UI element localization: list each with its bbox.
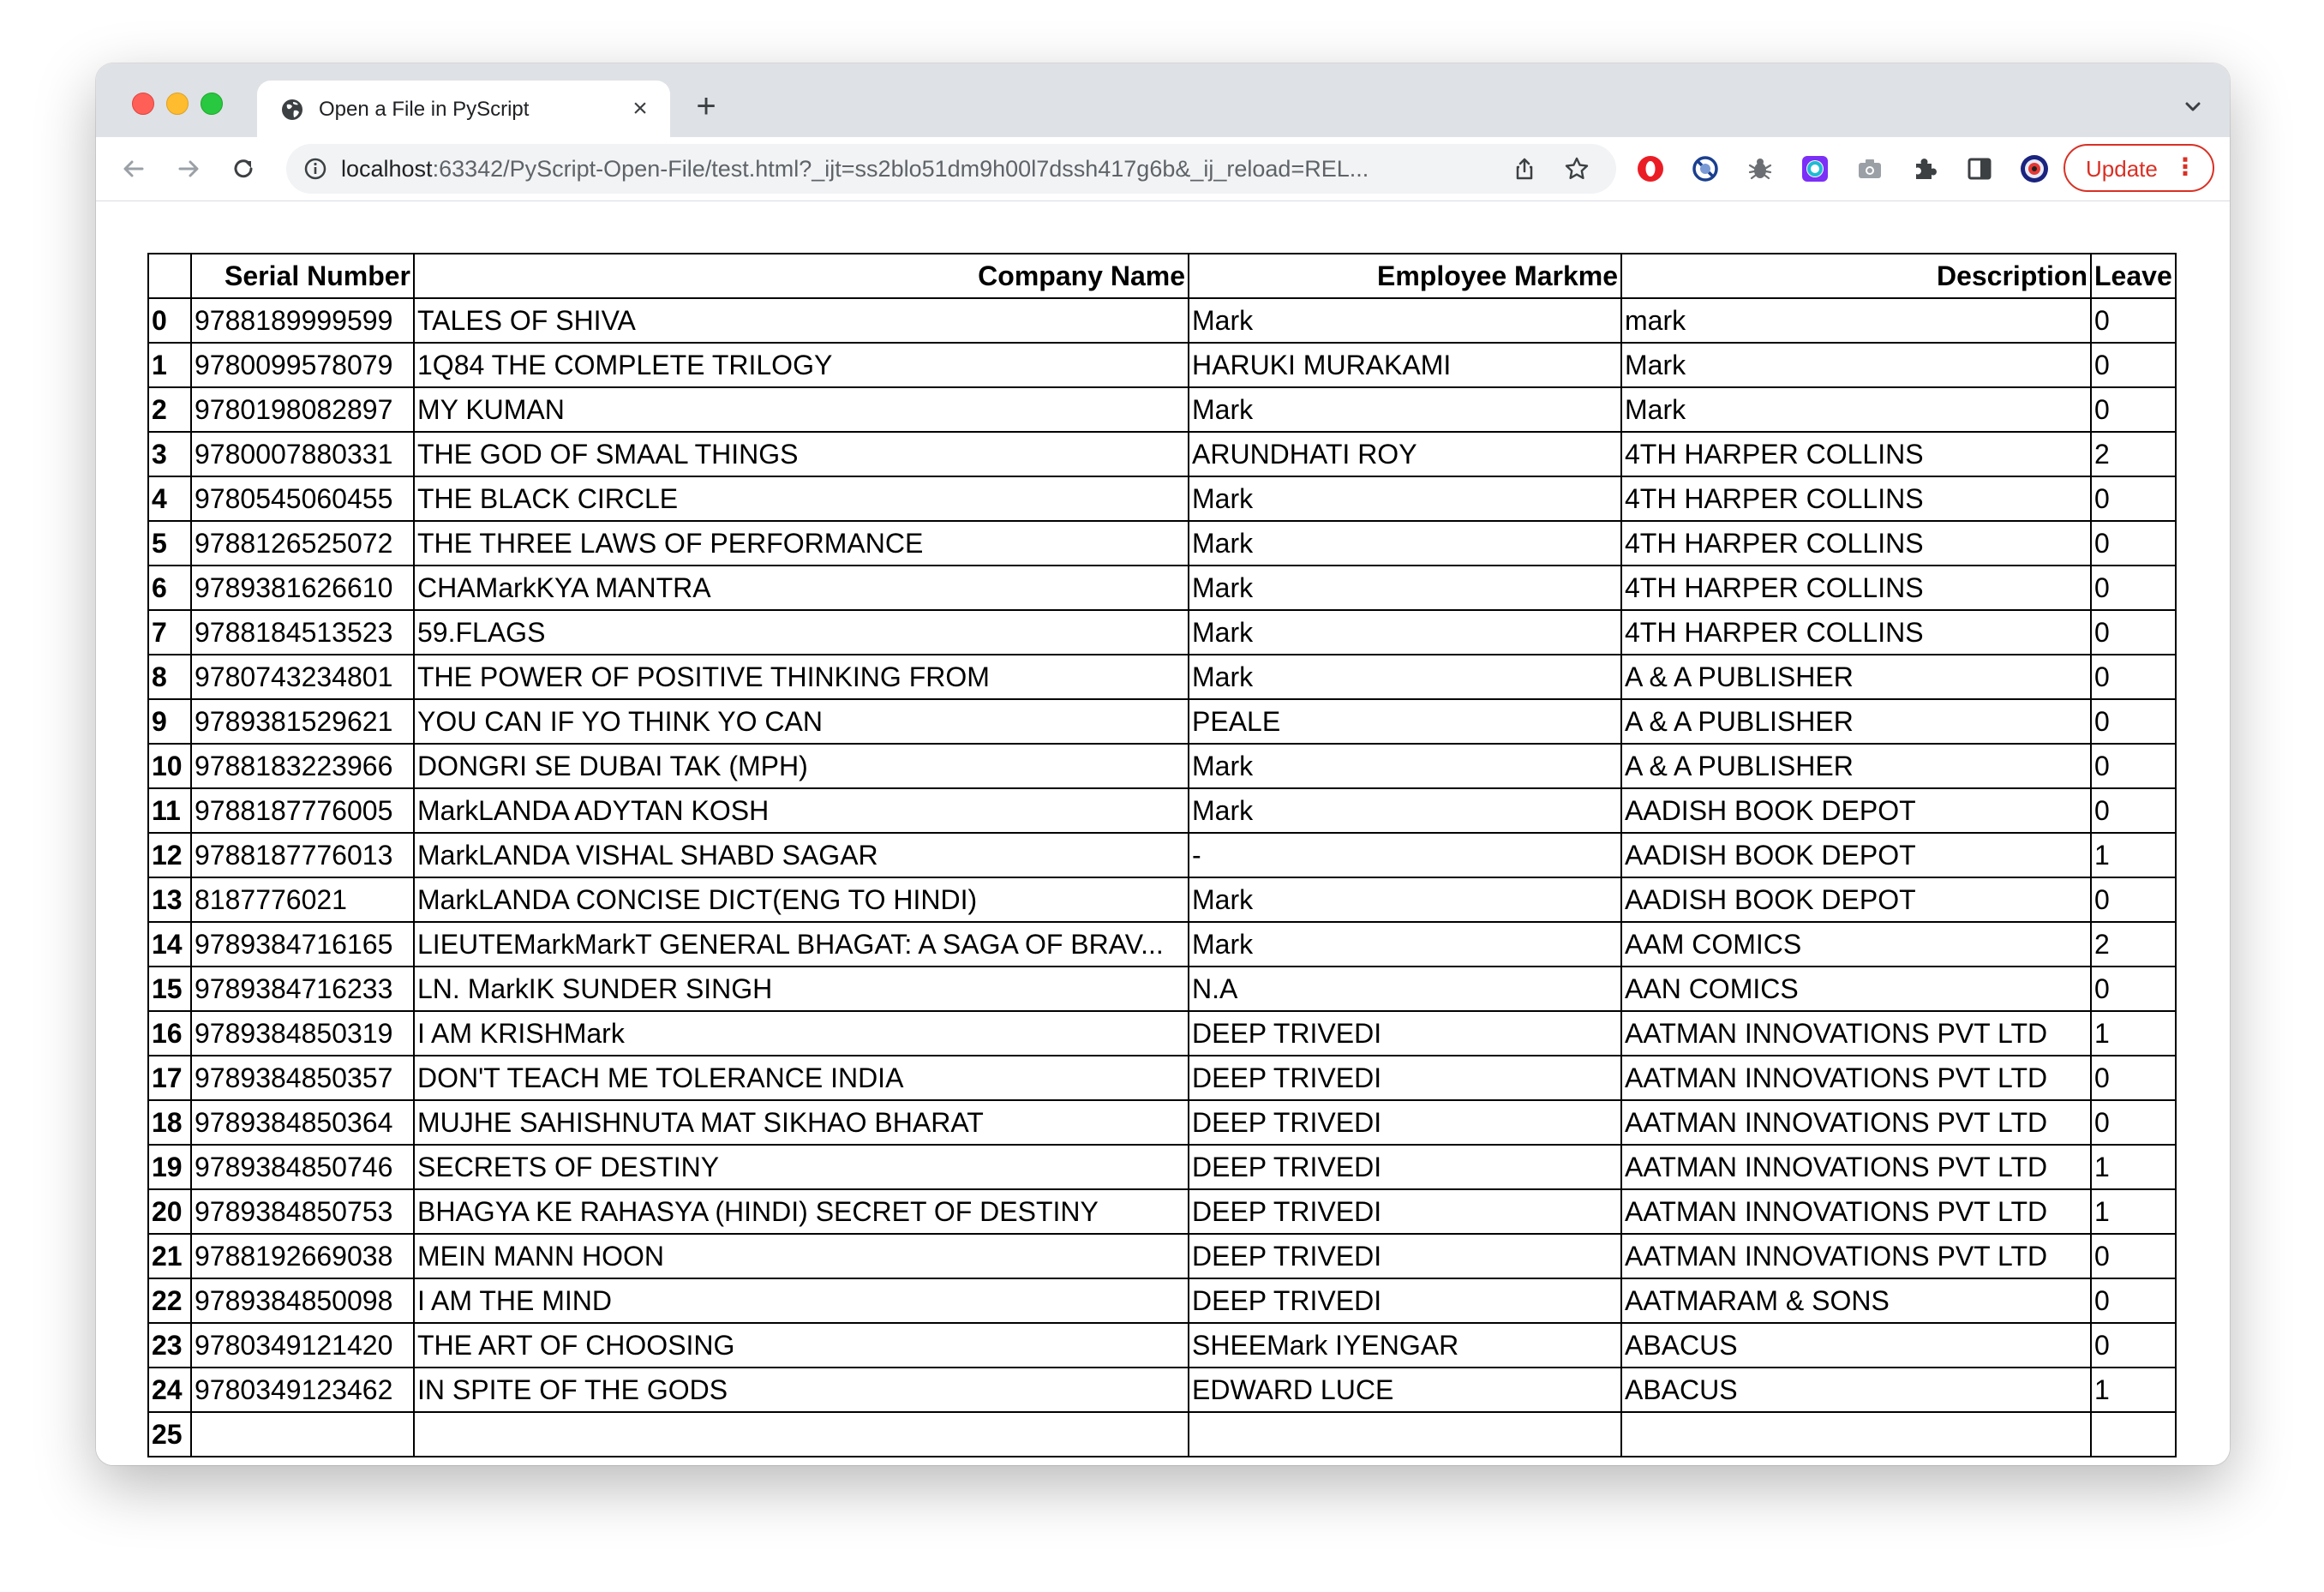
serial-number-cell: 9780007880331 — [191, 432, 414, 476]
description-cell: mark — [1621, 298, 2091, 343]
row-index: 14 — [148, 922, 191, 967]
leave-cell: 0 — [2091, 521, 2176, 566]
company-name-cell: DON'T TEACH ME TOLERANCE INDIA — [414, 1056, 1189, 1100]
description-cell: A & A PUBLISHER — [1621, 744, 2091, 788]
company-name-cell: LN. MarkIK SUNDER SINGH — [414, 967, 1189, 1011]
serial-number-cell: 9789384850357 — [191, 1056, 414, 1100]
table-row — [148, 1412, 2176, 1457]
serial-number-cell — [191, 1412, 414, 1457]
row-index: 19 — [148, 1145, 191, 1189]
toolbar — [96, 137, 2230, 201]
serial-number-cell: 9780349123462 — [191, 1368, 414, 1412]
leave-cell: 0 — [2091, 476, 2176, 521]
opera-extension-icon[interactable] — [1635, 153, 1666, 184]
table-row — [148, 566, 2176, 610]
employee-markme-cell: DEEP TRIVEDI — [1189, 1234, 1621, 1278]
leave-cell: 0 — [2091, 566, 2176, 610]
company-name-cell: DONGRI SE DUBAI TAK (MPH) — [414, 744, 1189, 788]
table-row — [148, 967, 2176, 1011]
table-row — [148, 298, 2176, 343]
leave-cell: 0 — [2091, 744, 2176, 788]
company-name-cell: I AM KRISHMark — [414, 1011, 1189, 1056]
company-name-cell: MY KUMAN — [414, 387, 1189, 432]
company-name-cell: THE GOD OF SMAAL THINGS — [414, 432, 1189, 476]
employee-markme-cell: Mark — [1189, 922, 1621, 967]
url-path: :63342/PyScript-Open-File/test.html?_ijt=ss2blo51dm9h00l7dssh417g6b&_ij_reload=REL... — [432, 156, 1369, 182]
row-index: 17 — [148, 1056, 191, 1100]
description-cell: AAM COMICS — [1621, 922, 2091, 967]
employee-markme-cell: SHEEMark IYENGAR — [1189, 1323, 1621, 1368]
employee-markme-cell: Mark — [1189, 877, 1621, 922]
description-cell: A & A PUBLISHER — [1621, 699, 2091, 744]
row-index: 0 — [148, 298, 191, 343]
table-row — [148, 521, 2176, 566]
leave-cell: 0 — [2091, 387, 2176, 432]
row-index: 2 — [148, 387, 191, 432]
row-index: 6 — [148, 566, 191, 610]
table-row — [148, 1011, 2176, 1056]
description-cell: Mark — [1621, 343, 2091, 387]
leave-cell: 0 — [2091, 1100, 2176, 1145]
tab-strip — [96, 63, 2230, 137]
row-index: 1 — [148, 343, 191, 387]
employee-markme-cell: Mark — [1189, 788, 1621, 833]
serial-number-cell: 9789384850746 — [191, 1145, 414, 1189]
row-index: 18 — [148, 1100, 191, 1145]
table-header-row — [148, 254, 2176, 298]
color-picker-extension-icon[interactable] — [1800, 153, 1830, 184]
employee-markme-cell: Mark — [1189, 387, 1621, 432]
leave-cell: 0 — [2091, 1234, 2176, 1278]
company-name-cell: 59.FLAGS — [414, 610, 1189, 655]
description-cell: 4TH HARPER COLLINS — [1621, 476, 2091, 521]
row-index: 22 — [148, 1278, 191, 1323]
description-cell: AADISH BOOK DEPOT — [1621, 833, 2091, 877]
profile-avatar-icon[interactable] — [2019, 153, 2050, 184]
row-index: 24 — [148, 1368, 191, 1412]
table-row — [148, 1278, 2176, 1323]
reload-icon[interactable] — [228, 153, 259, 184]
company-name-cell: CHAMarkKYA MANTRA — [414, 566, 1189, 610]
table-row — [148, 1100, 2176, 1145]
serial-number-cell: 9788187776005 — [191, 788, 414, 833]
description-cell: AATMAN INNOVATIONS PVT LTD — [1621, 1189, 2091, 1234]
serial-number-cell: 9789381529621 — [191, 699, 414, 744]
leave-cell: 0 — [2091, 877, 2176, 922]
index-header — [148, 254, 191, 298]
serial-number-cell: 9780349121420 — [191, 1323, 414, 1368]
table-row — [148, 788, 2176, 833]
company-name-cell: MarkLANDA VISHAL SHABD SAGAR — [414, 833, 1189, 877]
leave-cell — [2091, 1412, 2176, 1457]
table-row — [148, 922, 2176, 967]
employee-markme-cell: DEEP TRIVEDI — [1189, 1145, 1621, 1189]
employee-markme-cell: Mark — [1189, 521, 1621, 566]
table-row — [148, 387, 2176, 432]
more-menu-icon[interactable]: ⋮ — [2173, 153, 2197, 180]
company-name-cell: TALES OF SHIVA — [414, 298, 1189, 343]
company-name-cell: SECRETS OF DESTINY — [414, 1145, 1189, 1189]
row-index: 7 — [148, 610, 191, 655]
employee-markme-cell: ARUNDHATI ROY — [1189, 432, 1621, 476]
new-tab-button[interactable]: + — [696, 87, 716, 125]
description-cell: AATMAN INNOVATIONS PVT LTD — [1621, 1100, 2091, 1145]
description-cell: AATMAN INNOVATIONS PVT LTD — [1621, 1056, 2091, 1100]
description-cell: ABACUS — [1621, 1323, 2091, 1368]
employee-markme-cell — [1189, 1412, 1621, 1457]
row-index: 9 — [148, 699, 191, 744]
leave-cell: 0 — [2091, 298, 2176, 343]
employee-markme-cell: N.A — [1189, 967, 1621, 1011]
share-icon[interactable] — [1512, 156, 1537, 182]
row-index: 13 — [148, 877, 191, 922]
serial-number-cell: 9788184513523 — [191, 610, 414, 655]
employee-markme-cell: DEEP TRIVEDI — [1189, 1278, 1621, 1323]
description-cell: AATMARAM & SONS — [1621, 1278, 2091, 1323]
update-button[interactable] — [2063, 144, 2214, 192]
row-index: 16 — [148, 1011, 191, 1056]
row-index: 3 — [148, 432, 191, 476]
row-index: 15 — [148, 967, 191, 1011]
description-cell: ABACUS — [1621, 1368, 2091, 1412]
bug-extension-icon[interactable] — [1745, 153, 1776, 184]
forward-arrow-icon[interactable] — [173, 153, 204, 184]
leave-cell: 2 — [2091, 922, 2176, 967]
row-index: 8 — [148, 655, 191, 699]
leave-cell: 2 — [2091, 432, 2176, 476]
description-cell: AATMAN INNOVATIONS PVT LTD — [1621, 1145, 2091, 1189]
row-index: 4 — [148, 476, 191, 521]
serial-number-cell: 9780545060455 — [191, 476, 414, 521]
employee-markme-cell: Mark — [1189, 566, 1621, 610]
serial-number-cell: 9788187776013 — [191, 833, 414, 877]
table-row — [148, 343, 2176, 387]
dataframe-table — [147, 253, 2177, 1457]
leave-cell: 1 — [2091, 1189, 2176, 1234]
leave-cell: 0 — [2091, 967, 2176, 1011]
employee-markme-cell: Mark — [1189, 298, 1621, 343]
table-row — [148, 833, 2176, 877]
serial-number-cell: 9789384850753 — [191, 1189, 414, 1234]
table-row — [148, 1323, 2176, 1368]
company-name-cell: MUJHE SAHISHNUTA MAT SIKHAO BHARAT — [414, 1100, 1189, 1145]
serial-number-cell: 9780198082897 — [191, 387, 414, 432]
browser-window — [96, 63, 2230, 1465]
employee-markme-cell: - — [1189, 833, 1621, 877]
leave-cell: 1 — [2091, 833, 2176, 877]
globe-icon — [279, 97, 305, 123]
description-cell: Mark — [1621, 387, 2091, 432]
block-extension-icon[interactable] — [1690, 153, 1721, 184]
leave-cell: 1 — [2091, 1011, 2176, 1056]
employee-markme-cell: Mark — [1189, 744, 1621, 788]
table-row — [148, 1234, 2176, 1278]
table-row — [148, 1145, 2176, 1189]
description-cell — [1621, 1412, 2091, 1457]
url-text — [341, 156, 1455, 183]
company-name-cell: 1Q84 THE COMPLETE TRILOGY — [414, 343, 1189, 387]
employee-markme-cell: DEEP TRIVEDI — [1189, 1056, 1621, 1100]
leave-cell: 1 — [2091, 1145, 2176, 1189]
leave-header: Leave — [2091, 254, 2176, 298]
maximize-window-button[interactable] — [201, 93, 223, 115]
serial-number-cell: 9789384716233 — [191, 967, 414, 1011]
company-name-cell: YOU CAN IF YO THINK YO CAN — [414, 699, 1189, 744]
company-name-header: Company Name — [414, 254, 1189, 298]
company-name-cell: THE BLACK CIRCLE — [414, 476, 1189, 521]
serial-number-cell: 9788183223966 — [191, 744, 414, 788]
description-cell: AADISH BOOK DEPOT — [1621, 788, 2091, 833]
row-index: 10 — [148, 744, 191, 788]
minimize-window-button[interactable] — [166, 93, 189, 115]
employee-markme-cell: HARUKI MURAKAMI — [1189, 343, 1621, 387]
close-window-button[interactable] — [132, 93, 154, 115]
leave-cell: 0 — [2091, 1323, 2176, 1368]
serial-number-cell: 9789384716165 — [191, 922, 414, 967]
table-row — [148, 610, 2176, 655]
serial-number-cell: 9789384850364 — [191, 1100, 414, 1145]
company-name-cell: I AM THE MIND — [414, 1278, 1189, 1323]
address-bar[interactable] — [286, 144, 1616, 194]
table-row — [148, 1368, 2176, 1412]
company-name-cell: THE THREE LAWS OF PERFORMANCE — [414, 521, 1189, 566]
description-cell: AADISH BOOK DEPOT — [1621, 877, 2091, 922]
serial-number-cell: 8187776021 — [191, 877, 414, 922]
tab-search-chevron-icon[interactable] — [2180, 94, 2206, 120]
bookmark-star-icon[interactable] — [1563, 155, 1590, 183]
serial-number-cell: 9788126525072 — [191, 521, 414, 566]
leave-cell: 0 — [2091, 1278, 2176, 1323]
description-cell: 4TH HARPER COLLINS — [1621, 521, 2091, 566]
employee-markme-cell: PEALE — [1189, 699, 1621, 744]
company-name-cell: THE ART OF CHOOSING — [414, 1323, 1189, 1368]
site-info-icon[interactable] — [303, 157, 327, 181]
row-index: 12 — [148, 833, 191, 877]
serial-number-header: Serial Number — [191, 254, 414, 298]
description-cell: AAN COMICS — [1621, 967, 2091, 1011]
description-cell: AATMAN INNOVATIONS PVT LTD — [1621, 1011, 2091, 1056]
table-row — [148, 655, 2176, 699]
serial-number-cell: 9788192669038 — [191, 1234, 414, 1278]
url-host: localhost — [341, 156, 433, 182]
leave-cell: 0 — [2091, 343, 2176, 387]
extensions-puzzle-icon[interactable] — [1909, 153, 1940, 184]
row-index: 21 — [148, 1234, 191, 1278]
page-content — [96, 201, 2230, 1465]
serial-number-cell: 9789384850098 — [191, 1278, 414, 1323]
table-row — [148, 432, 2176, 476]
table-row — [148, 476, 2176, 521]
camera-extension-icon[interactable] — [1854, 153, 1885, 184]
description-cell: 4TH HARPER COLLINS — [1621, 432, 2091, 476]
table-row — [148, 877, 2176, 922]
company-name-cell: THE POWER OF POSITIVE THINKING FROM — [414, 655, 1189, 699]
tab-active[interactable] — [257, 81, 670, 137]
employee-markme-header: Employee Markme — [1189, 254, 1621, 298]
row-index: 11 — [148, 788, 191, 833]
serial-number-cell: 9780743234801 — [191, 655, 414, 699]
serial-number-cell: 9788189999599 — [191, 298, 414, 343]
row-index: 20 — [148, 1189, 191, 1234]
leave-cell: 1 — [2091, 1368, 2176, 1412]
employee-markme-cell: DEEP TRIVEDI — [1189, 1011, 1621, 1056]
employee-markme-cell: Mark — [1189, 655, 1621, 699]
leave-cell: 0 — [2091, 788, 2176, 833]
table-row — [148, 1056, 2176, 1100]
back-arrow-icon[interactable] — [118, 153, 149, 184]
employee-markme-cell: Mark — [1189, 476, 1621, 521]
table-row — [148, 744, 2176, 788]
serial-number-cell: 9789384850319 — [191, 1011, 414, 1056]
serial-number-cell: 9780099578079 — [191, 343, 414, 387]
company-name-cell: MarkLANDA ADYTAN KOSH — [414, 788, 1189, 833]
description-cell: AATMAN INNOVATIONS PVT LTD — [1621, 1234, 2091, 1278]
leave-cell: 0 — [2091, 655, 2176, 699]
company-name-cell: BHAGYA KE RAHASYA (HINDI) SECRET OF DESTINY — [414, 1189, 1189, 1234]
leave-cell: 0 — [2091, 610, 2176, 655]
company-name-cell: LIEUTEMarkMarkT GENERAL BHAGAT: A SAGA OF BRAV... — [414, 922, 1189, 967]
serial-number-cell: 9789381626610 — [191, 566, 414, 610]
row-index: 23 — [148, 1323, 191, 1368]
update-label: Update — [2086, 156, 2158, 182]
employee-markme-cell: EDWARD LUCE — [1189, 1368, 1621, 1412]
table-row — [148, 1189, 2176, 1234]
company-name-cell: IN SPITE OF THE GODS — [414, 1368, 1189, 1412]
side-panel-icon[interactable] — [1964, 153, 1995, 184]
table-row — [148, 699, 2176, 744]
employee-markme-cell: DEEP TRIVEDI — [1189, 1189, 1621, 1234]
leave-cell: 0 — [2091, 699, 2176, 744]
close-tab-icon[interactable]: × — [632, 94, 648, 123]
description-cell: 4TH HARPER COLLINS — [1621, 610, 2091, 655]
tab-title: Open a File in PyScript — [319, 98, 530, 121]
description-cell: 4TH HARPER COLLINS — [1621, 566, 2091, 610]
row-index: 25 — [148, 1412, 191, 1457]
description-header: Description — [1621, 254, 2091, 298]
company-name-cell: MarkLANDA CONCISE DICT(ENG TO HINDI) — [414, 877, 1189, 922]
company-name-cell: MEIN MANN HOON — [414, 1234, 1189, 1278]
company-name-cell — [414, 1412, 1189, 1457]
description-cell: A & A PUBLISHER — [1621, 655, 2091, 699]
employee-markme-cell: Mark — [1189, 610, 1621, 655]
employee-markme-cell: DEEP TRIVEDI — [1189, 1100, 1621, 1145]
leave-cell: 0 — [2091, 1056, 2176, 1100]
row-index: 5 — [148, 521, 191, 566]
